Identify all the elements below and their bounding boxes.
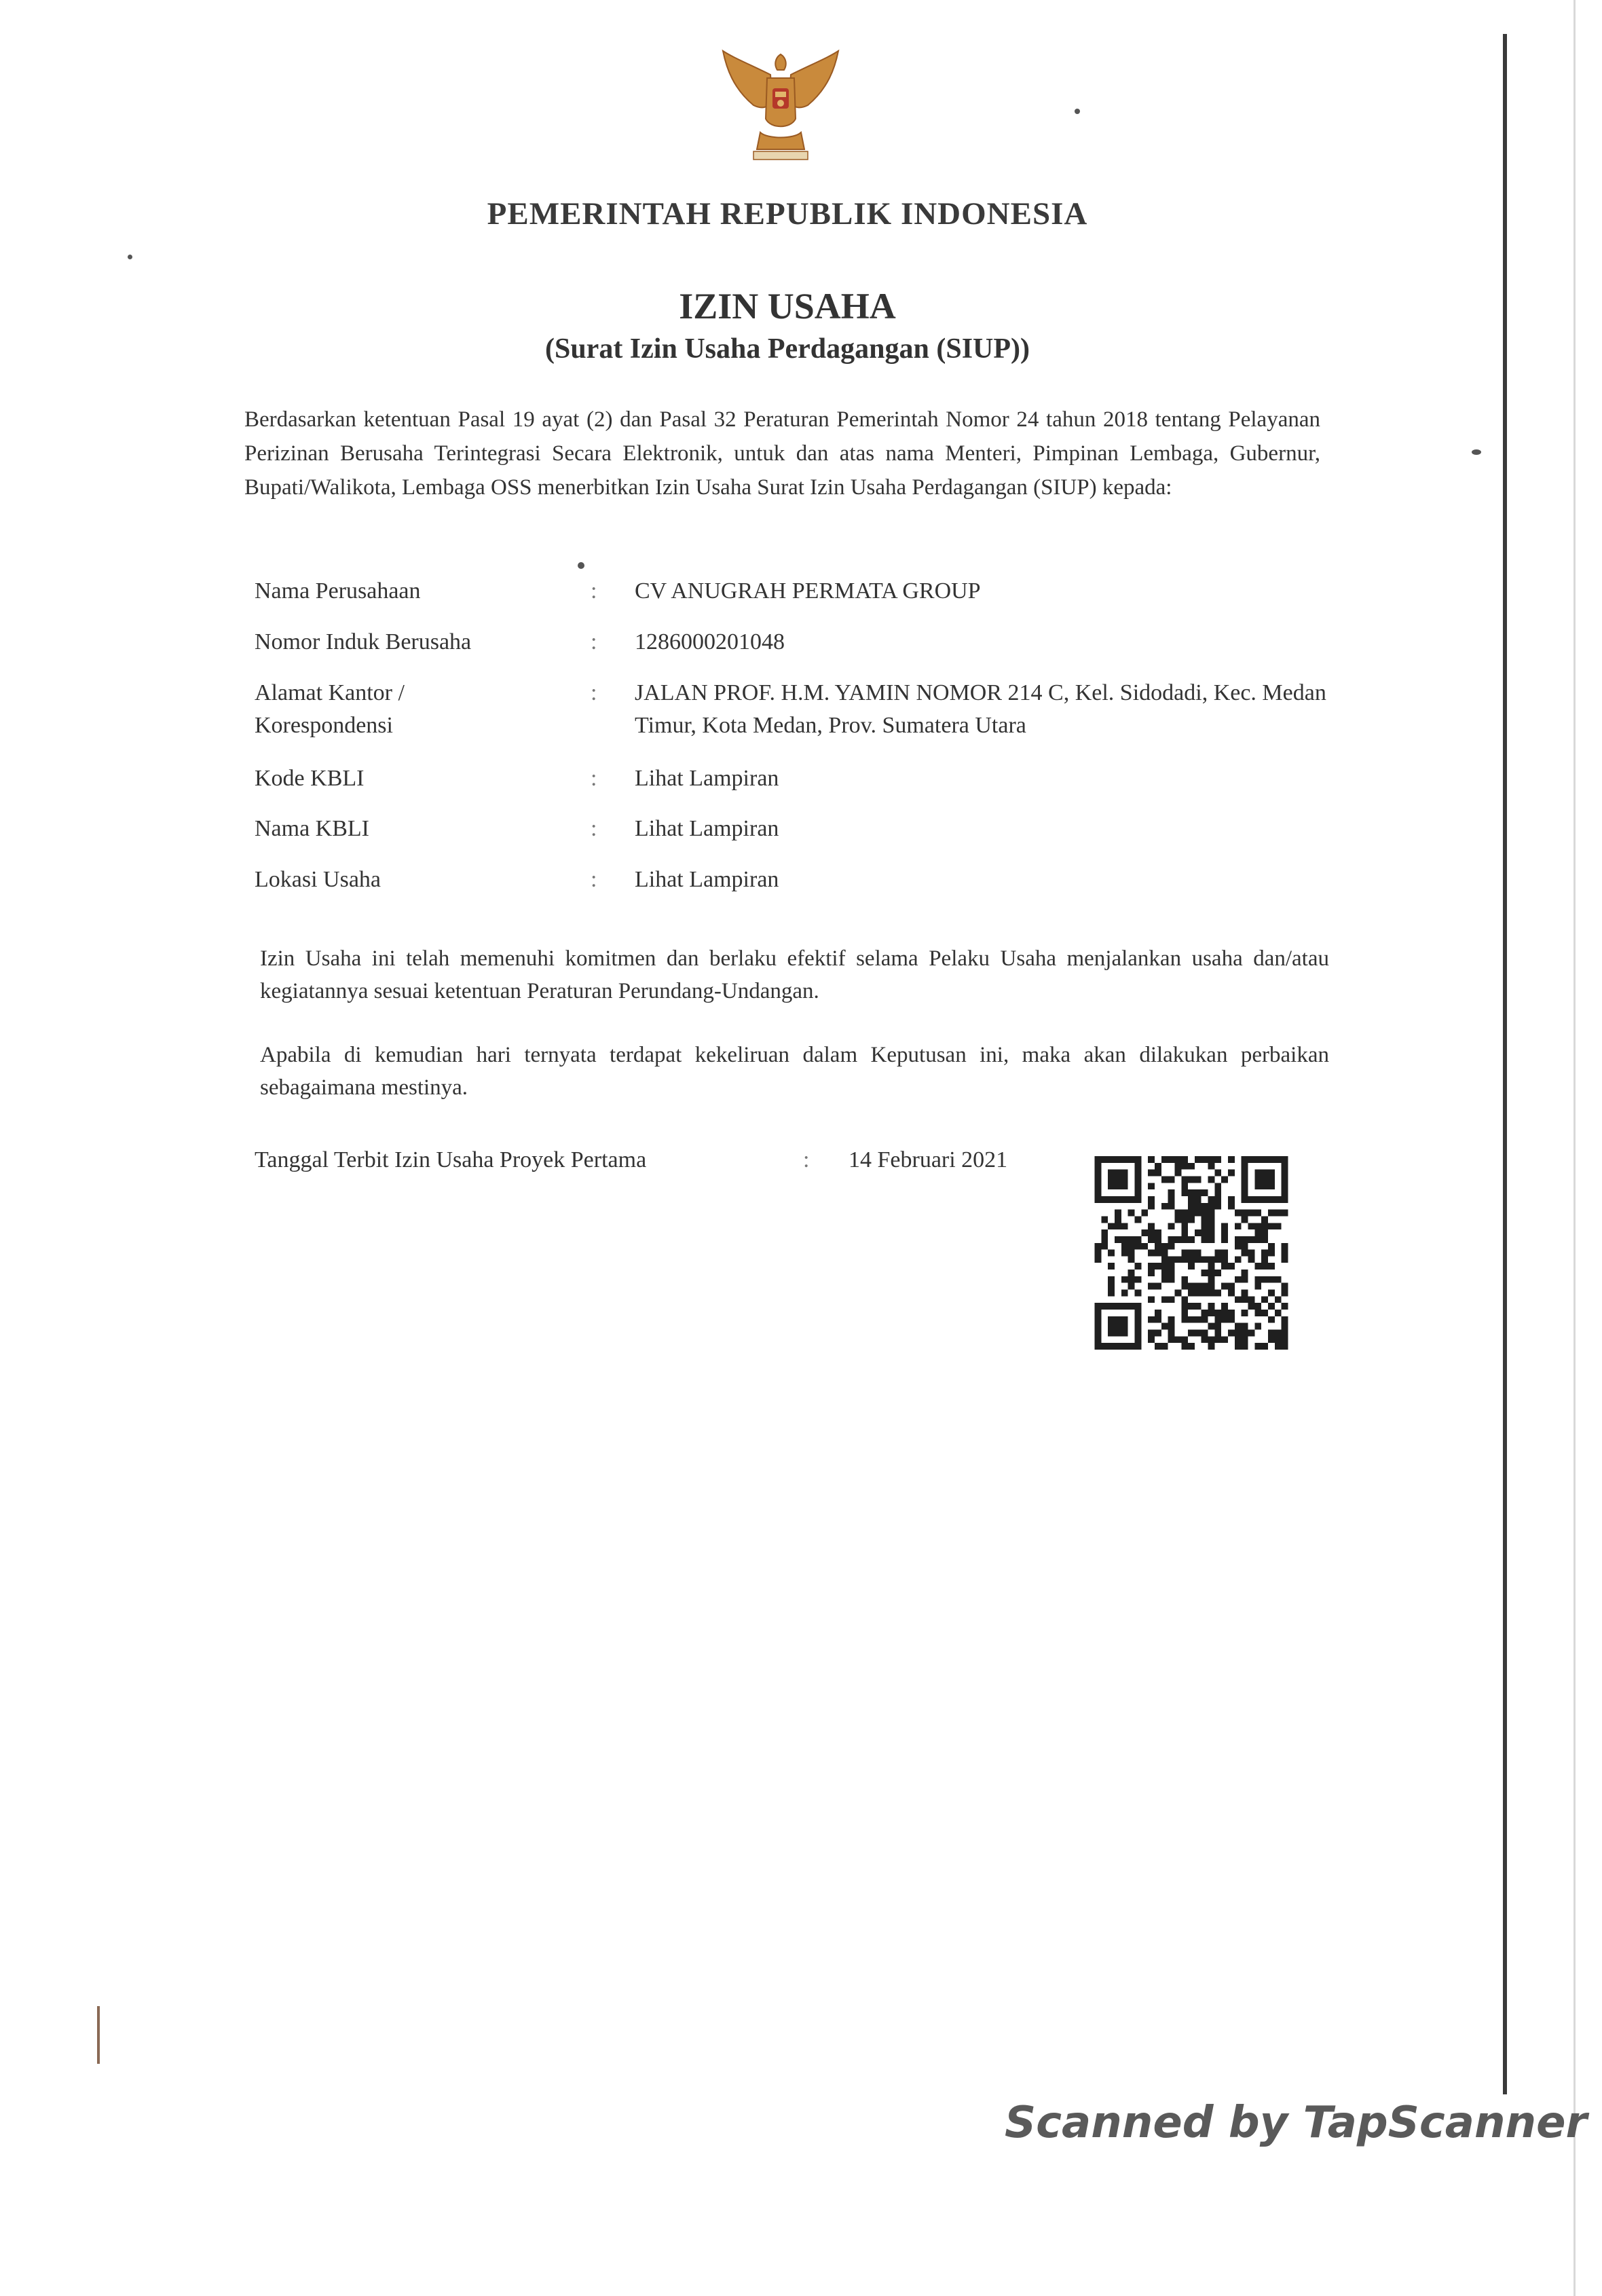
- qr-code-icon: [1089, 1156, 1293, 1350]
- correction-paragraph: Apabila di kemudian hari ternyata terdapat kekeliruan dalam Keputusan ini, maka akan dilakukan perbaikan sebagaimana mestinya.: [260, 1043, 1329, 1100]
- scan-speck: [128, 255, 132, 259]
- issue-date-separator: :: [803, 1147, 810, 1172]
- field-separator: :: [591, 766, 597, 791]
- document-title: IZIN USAHA: [679, 286, 896, 327]
- government-heading: PEMERINTAH REPUBLIK INDONESIA: [487, 196, 1088, 232]
- field-separator: :: [591, 816, 597, 841]
- field-label: Kode KBLI: [255, 766, 365, 791]
- scanner-watermark: Scanned by TapScanner: [1005, 2098, 1588, 2148]
- field-separator: :: [591, 867, 597, 892]
- field-value: Lihat Lampiran: [635, 816, 779, 841]
- scan-speck: [1472, 449, 1481, 455]
- garuda-emblem-icon: [713, 37, 849, 173]
- scan-left-mark: [97, 2006, 100, 2064]
- field-label: Nama Perusahaan: [255, 578, 421, 604]
- field-label: Lokasi Usaha: [255, 867, 381, 892]
- field-separator: :: [591, 680, 597, 705]
- field-value: 1286000201048: [635, 629, 785, 654]
- field-label: Nama KBLI: [255, 816, 370, 841]
- field-separator: :: [591, 578, 597, 604]
- field-value: Lihat Lampiran: [635, 766, 779, 791]
- validity-paragraph: Izin Usaha ini telah memenuhi komitmen dan berlaku efektif selama Pelaku Usaha menjalankan usaha dan/atau kegiatannya sesuai ketentuan Peraturan Perundang-Undangan.: [260, 946, 1329, 1003]
- intro-paragraph: Berdasarkan ketentuan Pasal 19 ayat (2) dan Pasal 32 Peraturan Pemerintah Nomor 24 tahun 2018 tentang Pelayanan Perizinan Berusaha Terintegrasi Secara Elektronik, untuk dan atas nama Menteri, Pimpinan Lembaga, Gubernur, Bupati/Walikota, Lembaga OSS menerbitkan Izin Usaha Surat Izin Usaha Perdagangan (SIUP) kepada:: [244, 407, 1320, 500]
- field-label: Nomor Induk Berusaha: [255, 629, 472, 654]
- field-value: Lihat Lampiran: [635, 867, 779, 892]
- scan-speck: [1075, 109, 1080, 114]
- document-subtitle: (Surat Izin Usaha Perdagangan (SIUP)): [544, 333, 1030, 365]
- issue-date-label: Tanggal Terbit Izin Usaha Proyek Pertama: [255, 1147, 647, 1172]
- field-value: CV ANUGRAH PERMATA GROUP: [635, 578, 981, 604]
- field-label: Alamat Kantor / Korespondensi: [255, 680, 405, 738]
- scan-speck: [578, 562, 584, 569]
- field-separator: :: [591, 629, 597, 654]
- issue-date-value: 14 Februari 2021: [849, 1147, 1008, 1172]
- field-value: JALAN PROF. H.M. YAMIN NOMOR 214 C, Kel. Sidodadi, Kec. Medan Timur, Kota Medan, Prov. Sumatera Utara: [635, 680, 1326, 738]
